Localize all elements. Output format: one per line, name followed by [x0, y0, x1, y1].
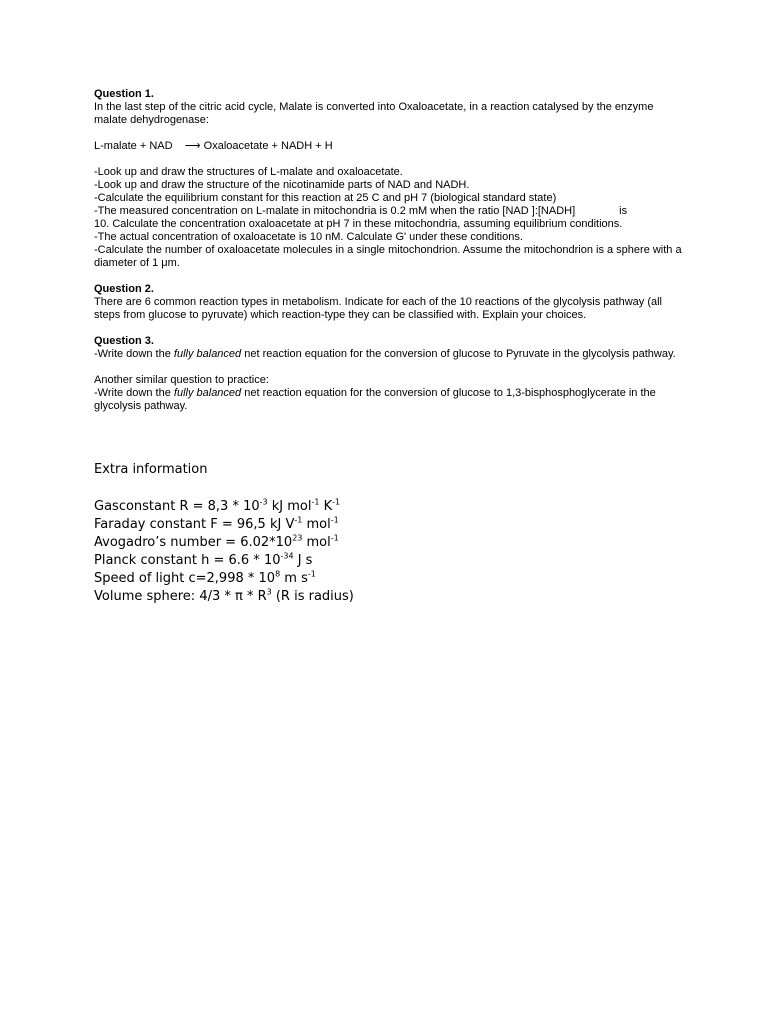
task-3: -Calculate the equilibrium constant for this reaction at 25 C and pH 7 (biological standard state) [94, 192, 557, 204]
reaction-right: Oxaloacetate + NADH + H [203, 140, 333, 152]
extra-information-section [94, 461, 654, 606]
speed-of-light: Speed of light $c=2,998 * 10^8$ m $s^{-1}$ [94, 569, 316, 586]
faraday-constant: Faraday constant F = 96,5 kJ $V^{-1}$ mol$^{-1}$ [94, 515, 339, 532]
question-3-text: -Write down the fully balanced net reaction equation for the conversion of glucose to Pyruvate in the glycolysis pathway. [94, 348, 676, 360]
practice-label: Another similar question to practice: [94, 374, 269, 386]
task-4-tail: is [619, 205, 628, 217]
task-5: -The actual concentration of oxaloacetate is 10 nM. Calculate G' under these conditions. [94, 231, 523, 243]
question-1-intro: In the last step of the citric acid cycle, Malate is converted into Oxaloacetate, in a reaction catalysed by the enzyme malate dehydrogenase: [94, 101, 654, 126]
task-6: -Calculate the number of oxaloacetate molecules in a single mitochondrion. Assume the mitochondrion is a sphere with a diameter of 1 μm. [94, 244, 682, 269]
question-2-title: Question 2. [94, 283, 154, 295]
question-2-text: There are 6 common reaction types in metabolism. Indicate for each of the 10 reactions of the glycolysis pathway (all steps from glucose to pyruvate) which reaction-type they can be classified with. Explain your choices. [94, 296, 663, 321]
gas-constant: Gasconstant $R = 8,3 * 10^{-3}$ kJ mol$^{-1}$ $K^{-1}$ [94, 497, 341, 514]
task-2: -Look up and draw the structure of the nicotinamide parts of NAD and NADH. [94, 179, 470, 191]
questions-section [94, 88, 684, 413]
reaction-left: L-malate + NAD [94, 140, 173, 152]
emphasis-fully-balanced-2: fully balanced [173, 387, 242, 399]
avogadro-number: Avogadro’s number = $6.02*10^{23}$ mol$^{-1}$ [94, 533, 339, 550]
extra-information-title: Extra information [94, 462, 208, 477]
practice-text: -Write down the fully balanced net reaction equation for the conversion of glucose to 1,3-bisphosphoglycerate in the glycolysis pathway. [94, 387, 656, 412]
planck-constant: Planck constant $h = 6.6 * 10^{-34}$ J s [94, 551, 313, 568]
volume-sphere: Volume sphere: 4/3 * π * $R^3$ (R is radius) [94, 587, 354, 604]
question-1-title: Question 1. [94, 88, 154, 100]
reaction-equation [94, 140, 684, 153]
emphasis-fully-balanced: fully balanced [173, 348, 242, 360]
task-1: -Look up and draw the structures of L-malate and oxaloacetate. [94, 166, 403, 178]
task-4: -The measured concentration on L-malate in mitochondria is 0.2 mM when the ratio [NAD ]:[NADH] is [94, 205, 628, 217]
question-3-title: Question 3. [94, 335, 154, 347]
task-4-continued: 10. Calculate the concentration oxaloacetate at pH 7 in these mitochondria, assuming equilibrium conditions. [94, 218, 623, 230]
reaction-arrow: ⟶ [184, 140, 201, 152]
